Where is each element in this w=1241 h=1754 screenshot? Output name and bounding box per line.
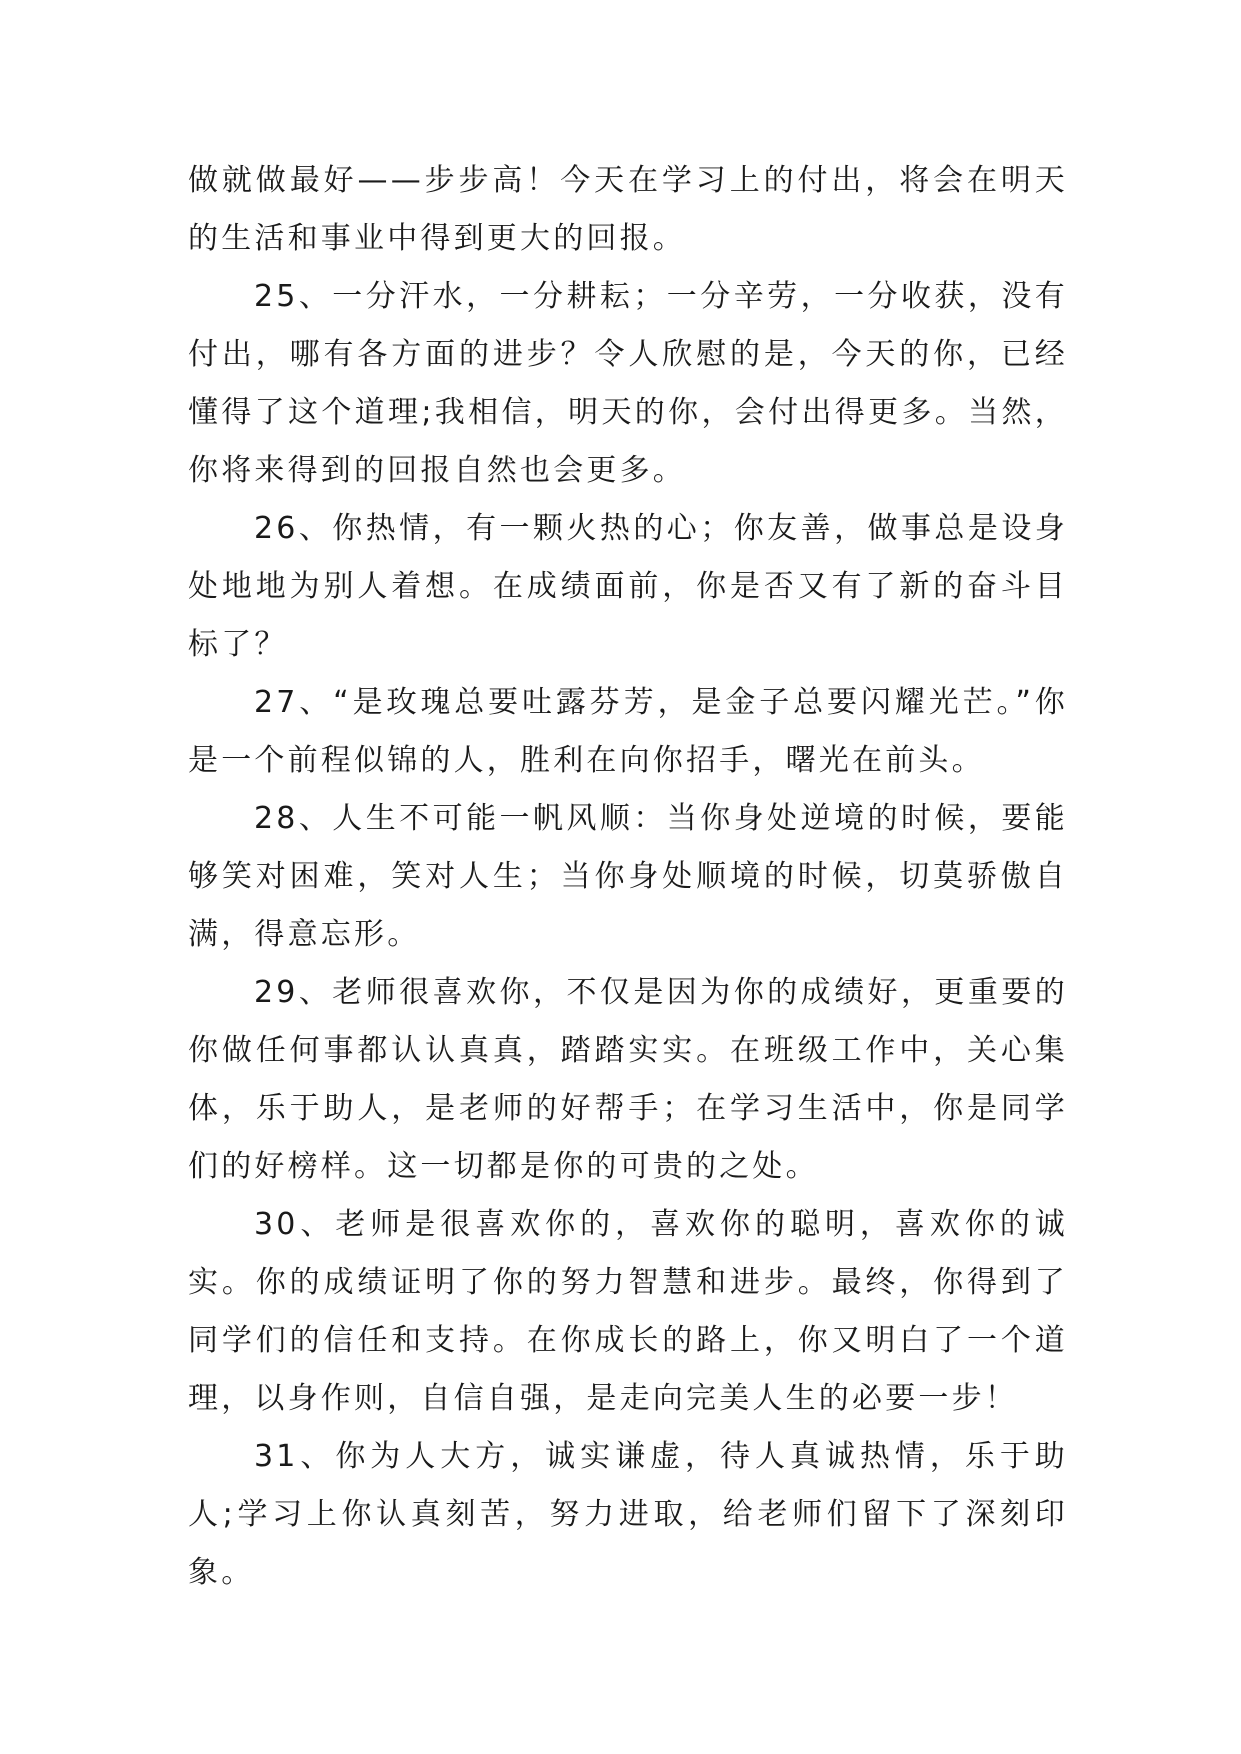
paragraph-continuation: 做就做最好——步步高！今天在学习上的付出，将会在明天的生活和事业中得到更大的回报。: [188, 163, 1068, 256]
paragraph-28: 28、人生不可能一帆风顺：当你身处逆境的时候，要能够笑对困难，笑对人生；当你身处顺境的时候，切莫骄傲自满，得意忘形。: [188, 801, 1068, 952]
document-body: [188, 152, 1068, 1602]
paragraph-29: 29、老师很喜欢你，不仅是因为你的成绩好，更重要的你做任何事都认认真真，踏踏实实。在班级工作中，关心集体，乐于助人，是老师的好帮手；在学习生活中，你是同学们的好榜样。这一切都是你的可贵的之处。: [188, 975, 1068, 1184]
paragraph-30: 30、老师是很喜欢你的，喜欢你的聪明，喜欢你的诚实。你的成绩证明了你的努力智慧和进步。最终，你得到了同学们的信任和支持。在你成长的路上，你又明白了一个道理，以身作则，自信自强，是走向完美人生的必要一步！: [188, 1207, 1068, 1416]
paragraph-25: 25、一分汗水，一分耕耘；一分辛劳，一分收获，没有付出，哪有各方面的进步？令人欣慰的是，今天的你，已经懂得了这个道理;我相信，明天的你，会付出得更多。当然，你将来得到的回报自然也会更多。: [188, 279, 1068, 488]
paragraph-26: 26、你热情，有一颗火热的心；你友善，做事总是设身处地地为别人着想。在成绩面前，你是否又有了新的奋斗目标了？: [188, 511, 1068, 662]
paragraph-27: 27、“是玫瑰总要吐露芬芳，是金子总要闪耀光芒。”你是一个前程似锦的人，胜利在向你招手，曙光在前头。: [188, 685, 1068, 778]
paragraph-31: 31、你为人大方，诚实谦虚，待人真诚热情，乐于助人;学习上你认真刻苦，努力进取，给老师们留下了深刻印象。: [188, 1439, 1068, 1590]
